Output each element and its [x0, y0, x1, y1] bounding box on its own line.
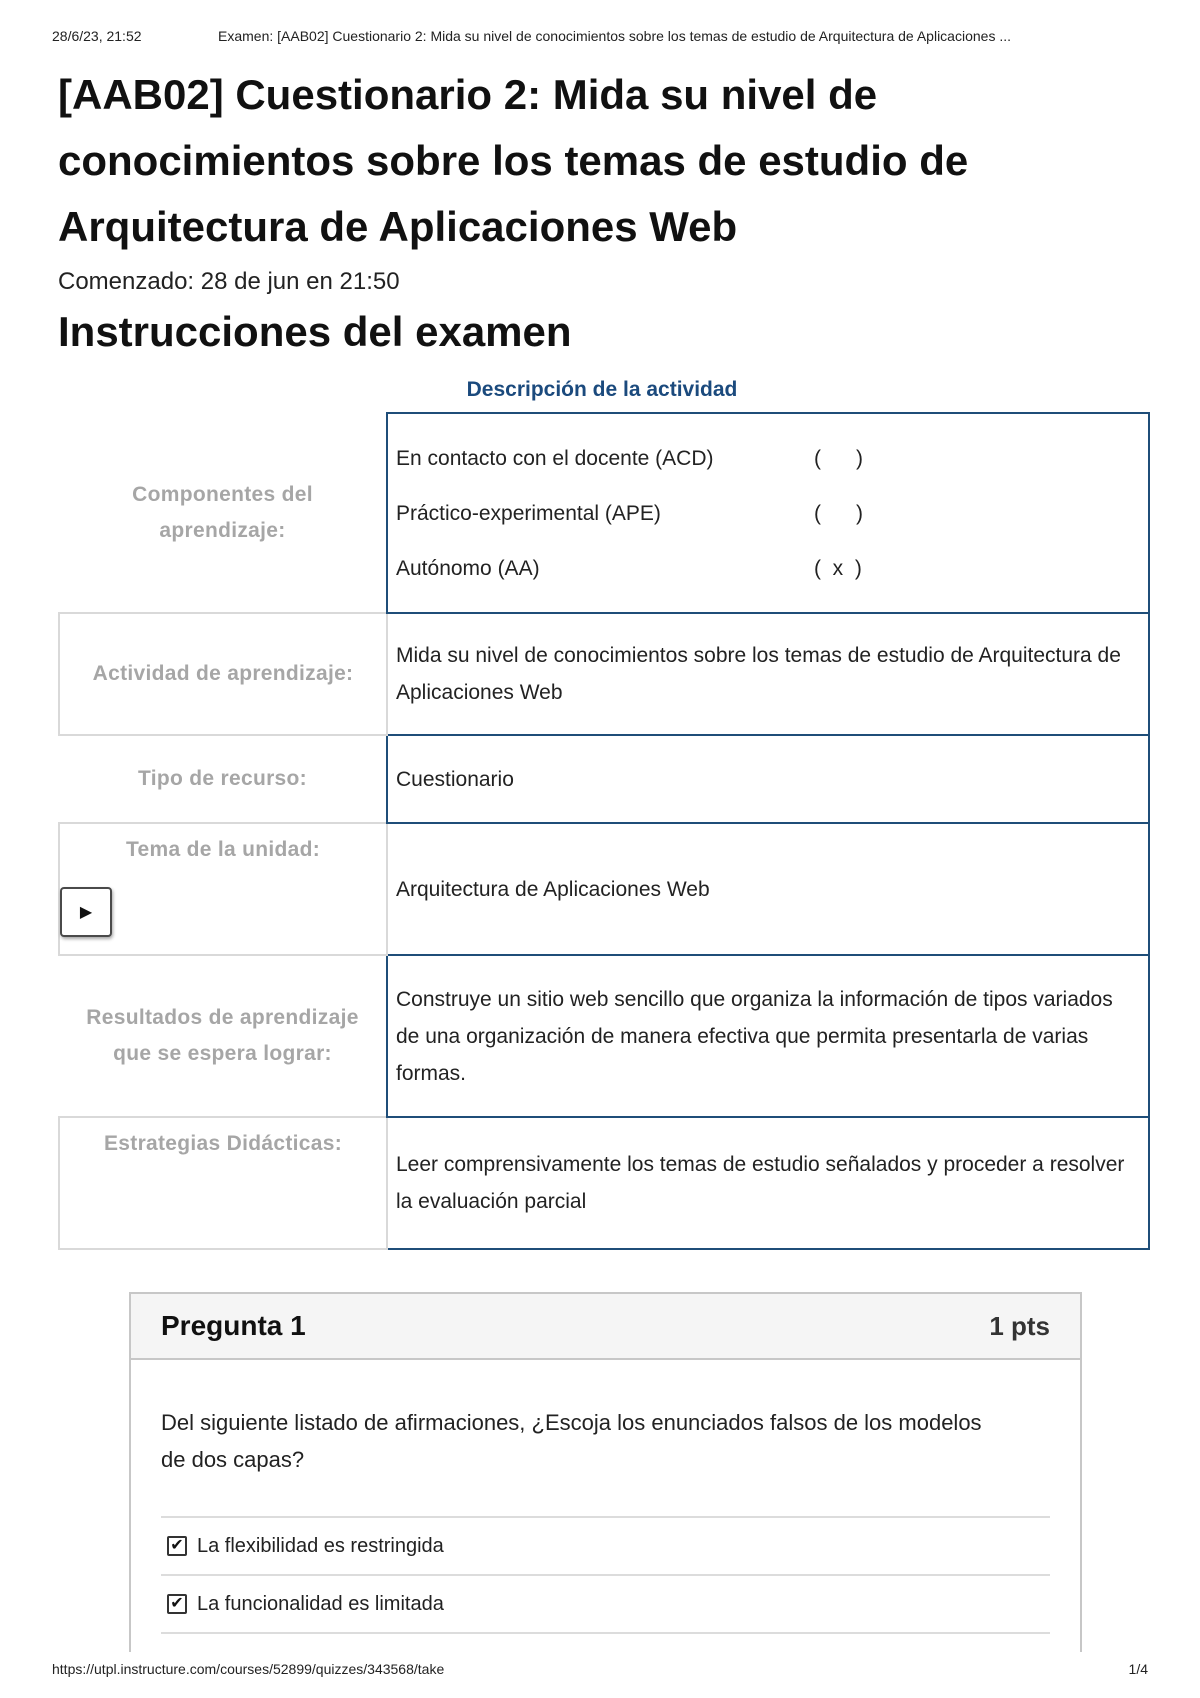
- unit-topic-label: Tema de la unidad:: [125, 838, 321, 861]
- component-mark: ( ): [814, 446, 863, 470]
- outcomes-label: Resultados de aprendizaje que se espera lograr:: [86, 1006, 359, 1065]
- component-mark: ( x ): [814, 556, 862, 580]
- outcomes-row: [59, 955, 1149, 1117]
- strategies-row: [59, 1117, 1149, 1249]
- question-card: [129, 1292, 1082, 1652]
- started-value: 28 de jun en 21:50: [200, 268, 400, 295]
- answer-option[interactable]: [161, 1574, 1050, 1632]
- activity-row: [59, 613, 1149, 735]
- page-title: [AAB02] Cuestionario 2: Mida su nivel de conocimientos sobre los temas de estudio de Arquitectura de Aplicaciones Web: [58, 71, 969, 250]
- print-page-number: 1/4: [1128, 1661, 1148, 1677]
- started-info: [58, 268, 400, 296]
- unit-topic-row: [59, 823, 1149, 955]
- question-body: [131, 1360, 1080, 1690]
- print-datetime: 28/6/23, 21:52: [52, 28, 142, 44]
- checkbox-checked-icon[interactable]: ✔: [167, 1594, 187, 1614]
- print-url: https://utpl.instructure.com/courses/52899/quizzes/343568/take: [52, 1661, 445, 1677]
- components-row: [59, 413, 1149, 613]
- answer-label: La flexibilidad es restringida: [197, 1534, 444, 1557]
- answer-label: La funcionalidad es limitada: [197, 1592, 444, 1615]
- strategies-label-cell: [59, 1117, 387, 1249]
- component-name: Práctico-experimental (APE): [396, 501, 661, 525]
- print-page-title: Examen: [AAB02] Cuestionario 2: Mida su nivel de conocimientos sobre los temas de estudio de Arquitectura de Aplicaciones ...: [218, 28, 1011, 44]
- resource-type-row: [59, 735, 1149, 823]
- question-points: 1 pts: [989, 1310, 1050, 1341]
- started-label: Comenzado:: [58, 268, 195, 295]
- resource-type-label: Tipo de recurso:: [138, 767, 307, 790]
- instructions-title: Instrucciones del examen: [58, 308, 572, 355]
- question-title: Pregunta 1: [161, 1310, 306, 1341]
- play-button[interactable]: [60, 887, 112, 937]
- checkbox-checked-icon[interactable]: ✔: [167, 1536, 187, 1556]
- unit-topic-value: Arquitectura de Aplicaciones Web: [387, 823, 1149, 955]
- component-item: [396, 541, 1140, 596]
- strategies-value: Leer comprensivamente los temas de estudio señalados y proceder a resolver la evaluación parcial: [387, 1117, 1149, 1249]
- strategies-label: Estrategias Didácticas:: [103, 1132, 342, 1155]
- activity-table: [58, 412, 1150, 1250]
- activity-table-header: Descripción de la actividad: [466, 378, 738, 401]
- component-item: [396, 431, 1140, 486]
- component-name: Autónomo (AA): [396, 556, 540, 580]
- play-icon: ▶: [79, 904, 93, 921]
- question-text: Del siguiente listado de afirmaciones, ¿Escoja los enunciados falsos de los modelos de dos capas?: [161, 1410, 982, 1472]
- outcomes-value: Construye un sitio web sencillo que organiza la información de tipos variados de una organización de manera efectiva que permita presentarla de varias formas.: [387, 955, 1149, 1117]
- activity-value: Mida su nivel de conocimientos sobre los temas de estudio de Arquitectura de Aplicaciones Web: [387, 613, 1149, 735]
- question-header: [131, 1294, 1080, 1360]
- components-value: [387, 413, 1149, 613]
- components-label: Componentes del aprendizaje:: [132, 482, 313, 542]
- answer-option[interactable]: [161, 1516, 1050, 1574]
- component-name: En contacto con el docente (ACD): [396, 446, 714, 470]
- activity-label: Actividad de aprendizaje:: [59, 613, 387, 735]
- resource-type-value: Cuestionario: [387, 735, 1149, 823]
- component-mark: ( ): [814, 501, 863, 525]
- component-item: [396, 486, 1140, 541]
